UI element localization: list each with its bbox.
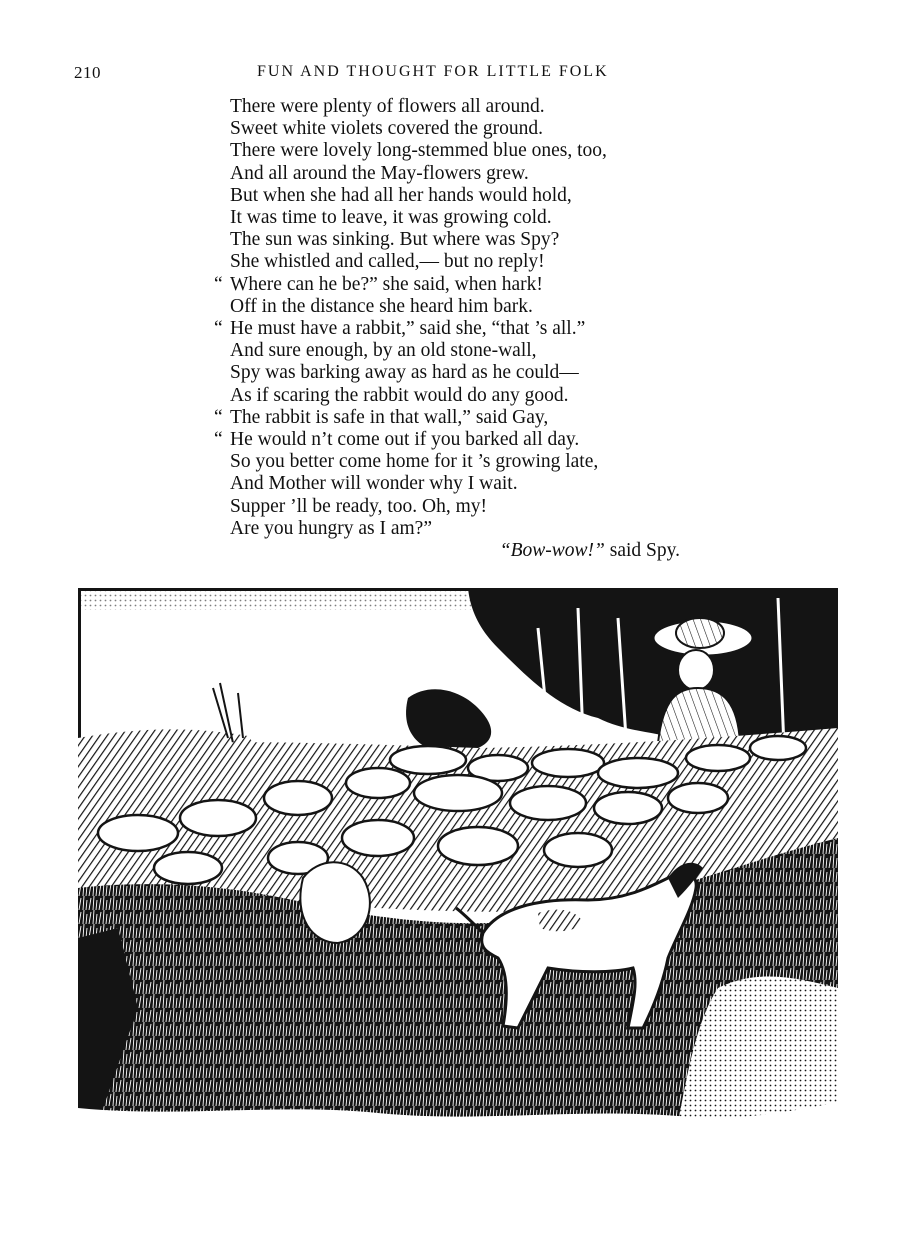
poem-line: [216, 185, 696, 207]
wall-stone: [264, 781, 332, 815]
wall-stone: [98, 815, 178, 851]
wall-stone: [346, 768, 410, 798]
poem-line: [216, 318, 696, 340]
page-number: 210: [74, 63, 101, 82]
line-text: As if scaring the rabbit would do any good.: [230, 384, 569, 406]
line-text: Off in the distance she heard him bark.: [230, 295, 533, 317]
wall-stone: [594, 792, 662, 824]
wall-stone: [154, 852, 222, 884]
line-text: Spy was barking away as hard as he could—: [230, 362, 579, 384]
line-text: The sun was sinking. But where was Spy?: [230, 229, 560, 251]
poem-line: [216, 229, 696, 251]
illustration-dog-at-stone-wall: [78, 588, 838, 1123]
line-text: Where can he be?” she said, when hark!: [230, 273, 543, 295]
line-text: And Mother will wonder why I wait.: [230, 473, 518, 495]
poem: [216, 96, 696, 562]
poem-line: [216, 496, 696, 518]
wall-stone: [438, 827, 518, 865]
wall-stone: [598, 758, 678, 788]
line-text: There were plenty of flowers all around.: [230, 96, 545, 117]
line-text: But when she had all her hands would hold,: [230, 184, 572, 206]
poem-line: [216, 207, 696, 229]
poem-line: [216, 518, 696, 540]
poem-line: [216, 429, 696, 451]
poem-line: [216, 274, 696, 296]
line-text: Are you hungry as I am?”: [230, 517, 432, 539]
running-head-title: FUN AND THOUGHT FOR LITTLE FOLK: [257, 63, 609, 80]
wall-stone: [390, 746, 466, 774]
poem-line: [216, 118, 696, 140]
pale-rock: [300, 862, 370, 943]
line-text: He must have a rabbit,” said she, “that ’s all.”: [230, 318, 586, 340]
wall-stone: [668, 783, 728, 813]
line-text: Sweet white violets covered the ground.: [230, 118, 543, 140]
poem-line: [216, 473, 696, 495]
poem-signoff: [216, 540, 696, 562]
wall-stone: [532, 749, 604, 777]
poem-line: [216, 451, 696, 473]
poem-line: [216, 385, 696, 407]
open-quote: “: [214, 318, 223, 340]
wall-stone: [510, 786, 586, 820]
poem-line: [216, 251, 696, 273]
girl-hat-crown: [676, 618, 724, 648]
open-quote: “: [214, 429, 223, 451]
poem-line: [216, 96, 696, 118]
poem-line: [216, 340, 696, 362]
wall-stone: [414, 775, 502, 811]
line-text: There were lovely long-stemmed blue ones, too,: [230, 140, 607, 162]
poem-line: [216, 407, 696, 429]
wall-stone: [686, 745, 750, 771]
wall-stone: [750, 736, 806, 760]
line-text: The rabbit is safe in that wall,” said Gay,: [230, 406, 549, 428]
wall-stone: [544, 833, 612, 867]
line-text: So you better come home for it ’s growing late,: [230, 451, 599, 473]
wall-stone: [342, 820, 414, 856]
poem-line: [216, 163, 696, 185]
poem-line: [216, 362, 696, 384]
poem-line: [216, 296, 696, 318]
line-text: And sure enough, by an old stone-wall,: [230, 340, 537, 362]
line-text: She whistled and called,— but no reply!: [230, 251, 545, 273]
open-quote: “: [214, 406, 223, 428]
open-quote: “: [214, 273, 223, 295]
line-text: Supper ’ll be ready, too. Oh, my!: [230, 495, 488, 517]
line-text: And all around the May-flowers grew.: [230, 162, 529, 184]
wall-stone: [180, 800, 256, 836]
illustration-art: [78, 588, 838, 1123]
line-text: It was time to leave, it was growing cold.: [230, 207, 552, 229]
dog-bark-quote: “Bow-wow!”: [499, 540, 605, 562]
girl-face: [678, 650, 714, 690]
poem-line: [216, 140, 696, 162]
sky-speckle: [78, 588, 478, 610]
signoff-attribution: said Spy.: [604, 540, 680, 562]
line-text: He would n’t come out if you barked all day.: [230, 429, 580, 451]
